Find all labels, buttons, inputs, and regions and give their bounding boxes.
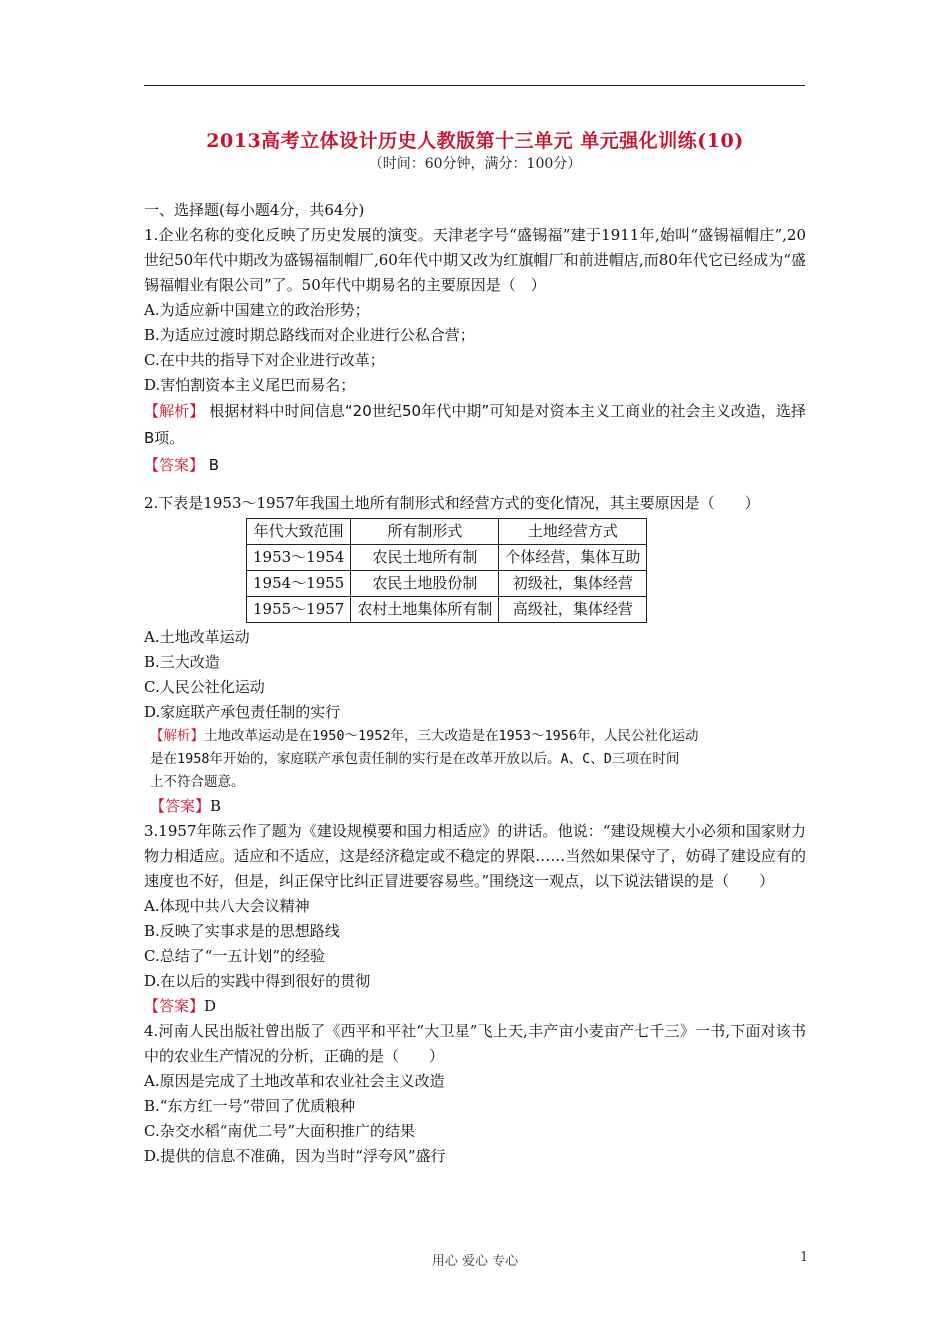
option-a: A.为适应新中国建立的政治形势；	[144, 301, 370, 319]
analysis-tag: 【解析】	[144, 402, 205, 420]
option-d: D.提供的信息不准确，因为当时“浮夸风”盛行	[144, 1147, 446, 1165]
answer-tag: 【答案】	[144, 456, 205, 474]
header-rule	[144, 85, 805, 86]
option-a: A.体现中共八大会议精神	[144, 897, 310, 915]
option-b: B.三大改造	[144, 653, 220, 671]
page-number: 1	[800, 1250, 809, 1265]
option-d: D.在以后的实践中得到很好的贯彻	[144, 972, 371, 990]
analysis-tag: 【解析】	[150, 728, 204, 744]
table-header-row	[247, 519, 647, 545]
answer-tag: 【答案】	[144, 997, 205, 1015]
table-row	[247, 597, 647, 623]
table-header: 所有制形式	[351, 519, 499, 545]
analysis	[144, 398, 806, 452]
document-title: 2013高考立体设计历史人教版第十三单元 单元强化训练(10)	[206, 130, 744, 152]
option-b: B.反映了实事求是的思想路线	[144, 922, 340, 940]
option-d: D.害怕割资本主义尾巴而易名；	[144, 376, 356, 394]
question-3	[144, 819, 806, 1019]
answer-value: D	[204, 997, 217, 1015]
answer-tag: 【答案】	[150, 797, 211, 815]
option-c: C.杂交水稻“南优二号”大面积推广的结果	[144, 1122, 416, 1140]
analysis-line: 是在1958年开始的，家庭联产承包责任制的实行是在改革开放以后。A、C、D三项在时间	[150, 751, 680, 767]
section-heading: 一、选择题(每小题4分，共64分)	[144, 201, 365, 219]
table-cell: 1953～1954	[247, 545, 351, 571]
ownership-table	[246, 518, 647, 623]
question-stem: 4.河南人民出版社曾出版了《西平和平社“大卫星”飞上天,丰产亩小麦亩产七千三》一书,下面对该书中的农业生产情况的分析，正确的是（ ）	[144, 1022, 806, 1065]
option-c: C.人民公社化运动	[144, 678, 265, 696]
question-4	[144, 1019, 806, 1169]
analysis-line: 土地改革运动是在1950～1952年，三大改造是在1953～1956年，人民公社化运动	[204, 728, 699, 744]
option-c: C.在中共的指导下对企业进行改革；	[144, 351, 385, 369]
option-d: D.家庭联产承包责任制的实行	[144, 703, 341, 721]
table-cell: 1954～1955	[247, 571, 351, 597]
option-a: A.原因是完成了土地改革和农业社会主义改造	[144, 1072, 445, 1090]
answer-value: B	[208, 456, 220, 474]
option-a: A.土地改革运动	[144, 628, 250, 646]
option-b: B.为适应过渡时期总路线而对企业进行公私合营；	[144, 326, 475, 344]
table-header: 年代大致范围	[247, 519, 351, 545]
table-cell: 个体经营，集体互助	[499, 545, 647, 571]
table-cell: 农民土地所有制	[351, 545, 499, 571]
table-row	[247, 571, 647, 597]
question-stem: 3.1957年陈云作了题为《建设规模要和国力相适应》的讲话。他说：“建设规模大小必须和国家财力物力相适应。适应和不适应，这是经济稳定或不稳定的界限……当然如果保守了，妨碍了建设应有的速度也不好，但是，纠正保守比纠正冒进要容易些。”围绕这一观点，以下说法错误的是（ ）	[144, 822, 806, 890]
table-cell: 1955～1957	[247, 597, 351, 623]
option-b: B.“东方红一号”带回了优质粮种	[144, 1097, 356, 1115]
table-row	[247, 545, 647, 571]
question-stem: 2.下表是1953～1957年我国土地所有制形式和经营方式的变化情况，其主要原因是（ ）	[144, 494, 760, 512]
answer	[144, 994, 806, 1019]
option-c: C.总结了“一五计划”的经验	[144, 947, 326, 965]
analysis-line: 上不符合题意。	[150, 774, 245, 790]
question-2	[144, 491, 806, 819]
page-footer: 用心 爱心 专心	[431, 1254, 519, 1269]
document-body	[144, 198, 806, 1169]
question-1	[144, 223, 806, 479]
answer	[144, 794, 806, 819]
document-subtitle: （时间：60分钟，满分：100分）	[368, 156, 582, 172]
table-header: 土地经营方式	[499, 519, 647, 545]
table-cell: 农村土地集体所有制	[351, 597, 499, 623]
answer-value: B	[210, 797, 222, 815]
table-cell: 高级社，集体经营	[499, 597, 647, 623]
analysis-text: 根据材料中时间信息“20世纪50年代中期”可知是对资本主义工商业的社会主义改造，选择B项。	[144, 402, 806, 447]
analysis	[144, 725, 806, 794]
question-stem: 1.企业名称的变化反映了历史发展的演变。天津老字号“盛锡福”建于1911年,始叫“盛锡福帽庄”,20世纪50年代中期改为盛锡福制帽厂,60年代中期又改为红旗帽厂和前进帽店,而80年代它已经成为“盛锡福帽业有限公司”了。50年代中期易名的主要原因是（ ）	[144, 226, 806, 294]
answer	[144, 452, 806, 479]
table-cell: 农民土地股份制	[351, 571, 499, 597]
table-cell: 初级社，集体经营	[499, 571, 647, 597]
